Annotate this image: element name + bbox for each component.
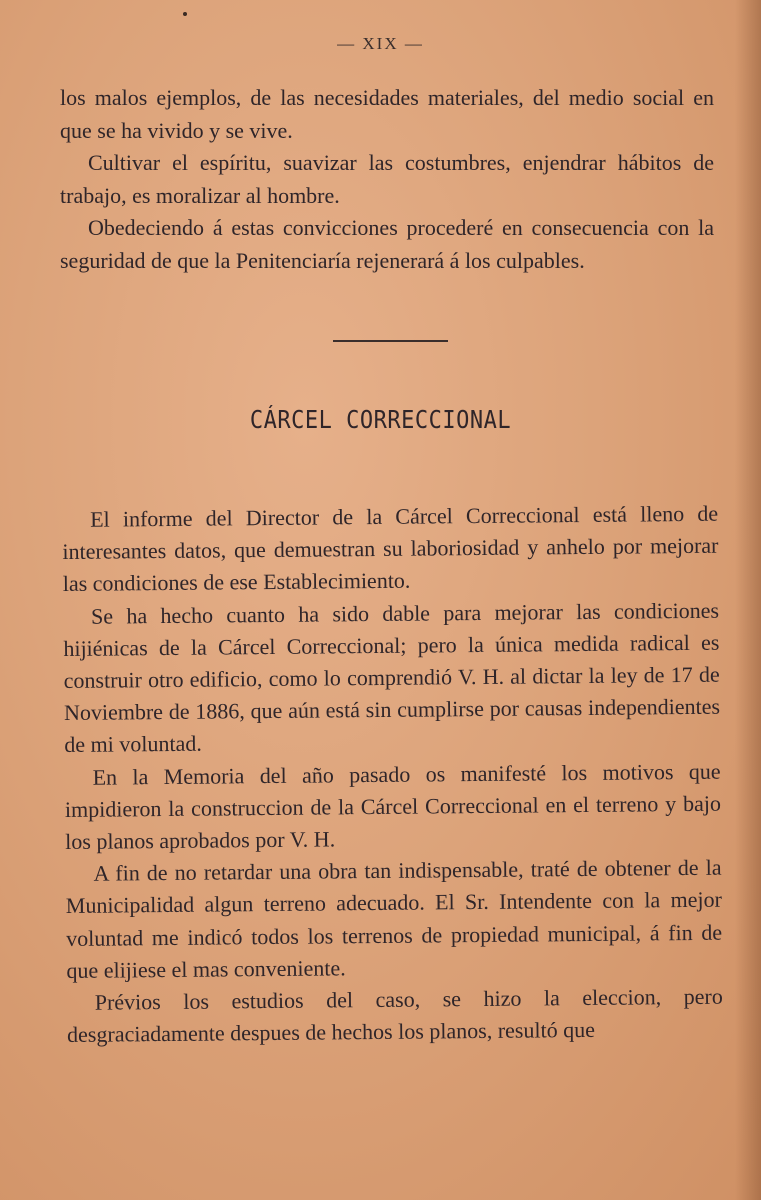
section-divider bbox=[333, 340, 448, 342]
paragraph: El informe del Director de la Cárcel Correccional está lleno de interesantes datos, que demuestran su laboriosidad y anhelo por mejorar las condiciones de ese Establecimiento. bbox=[62, 500, 719, 597]
paragraph: Se ha hecho cuanto ha sido dable para mejorar las condiciones hijiénicas de la Cárcel Correccional; pero la única medida radical es construir otro edificio, como lo comprendió V. H. al dictar la ley de 17 de Noviembre de 1886, que aún está sin cumplirse por causas independientes de mi voluntad. bbox=[63, 597, 721, 758]
paragraph: Obedeciendo á estas convicciones procederé en consecuencia con la seguridad de que la Penitenciaría rejenerará á los culpables. bbox=[60, 215, 714, 273]
page-number-header: — XIX — bbox=[337, 34, 424, 53]
paragraph-continued: los malos ejemplos, de las necesidades materiales, del medio social en que se ha vivido y se vive. bbox=[60, 85, 714, 143]
paragraph: En la Memoria del año pasado os manifesté los motivos que impidieron la construccion de la Cárcel Correccional en el terreno y bajo los planos aprobados por V. H. bbox=[64, 758, 722, 855]
paragraph: Cultivar el espíritu, suavizar las costumbres, enjendrar hábitos de trabajo, es moralizar al hombre. bbox=[60, 150, 714, 208]
paragraph: A fin de no retardar una obra tan indispensable, traté de obtener de la Municipalidad algun terreno adecuado. El Sr. Intendente con la mejor voluntad me indicó todos los terrenos de propiedad municipal, á fin de que elijiese el mas conveniente. bbox=[65, 854, 723, 983]
section-title: CÁRCEL CORRECCIONAL bbox=[249, 406, 512, 435]
paragraph: Prévios los estudios del caso, se hizo la eleccion, pero desgraciadamente despues de hechos los planos, resultó que bbox=[66, 983, 723, 1048]
top-text-block bbox=[60, 82, 714, 278]
main-text-block bbox=[62, 498, 723, 1052]
ink-speck bbox=[183, 12, 187, 16]
page-edge-shadow bbox=[735, 0, 761, 1200]
